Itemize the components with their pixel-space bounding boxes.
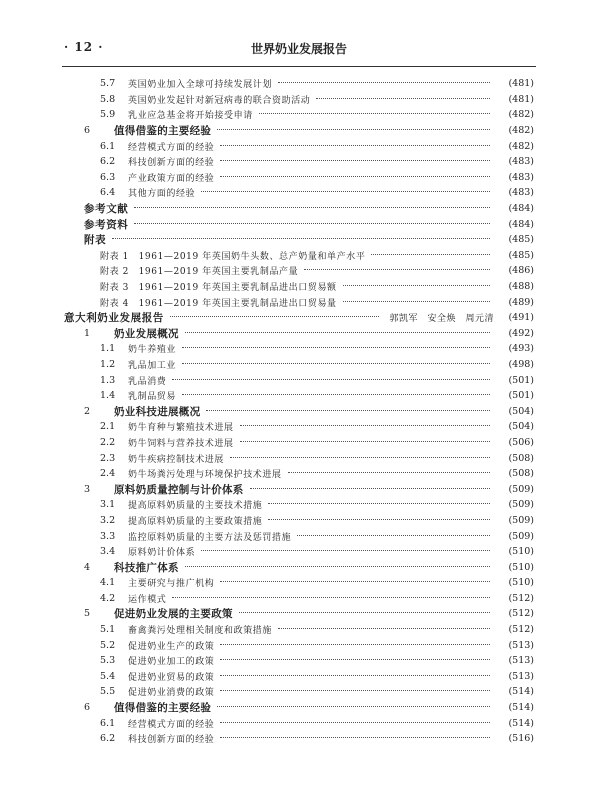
toc-entry[interactable] [64,544,534,560]
entry-title: 英国奶业发起针对新冠病毒的联合资助活动 [128,95,311,106]
page-reference: (504) [508,421,534,433]
page-reference: (486) [508,265,534,277]
section-number: 1 [84,327,91,339]
entry-title: 科技创新方面的经验 [128,158,215,169]
section-number: 5.7 [100,78,116,90]
page-reference: (489) [508,296,534,308]
dot-leader [220,737,490,738]
toc-entry[interactable] [64,372,534,388]
page-reference: (485) [508,249,534,261]
dot-leader [288,472,490,473]
entry-title: 产业政策方面的经验 [128,173,215,184]
dot-leader [217,706,490,707]
section-number: 3.4 [100,546,116,558]
dot-leader [134,207,490,208]
toc-entry[interactable] [64,294,534,310]
entry-title: 附表 2 1961—2019 年英国主要乳制品产量 [100,267,299,278]
dot-leader [172,379,490,380]
section-number: 2.2 [100,436,116,448]
section-number: 5.5 [100,686,116,698]
toc-entry[interactable] [64,637,534,653]
dot-leader [220,145,490,146]
entry-title: 附表 1 1961—2019 年英国奶牛头数、总产奶量和单产水平 [100,251,366,262]
header-rule [62,66,536,67]
chapter-entry[interactable] [64,310,534,326]
page-header [64,40,534,60]
dot-leader [259,113,490,114]
section-number: 5.3 [100,655,116,667]
page-reference: (501) [508,374,534,386]
page-reference: (512) [508,608,534,620]
entry-title: 参考文献 [84,203,129,216]
dot-leader [316,98,490,99]
section-number: 2.4 [100,468,116,480]
toc-entry[interactable] [64,388,534,404]
toc-entry[interactable] [64,622,534,638]
toc-entry[interactable] [64,559,534,575]
page-reference: (508) [508,468,534,480]
toc-entry[interactable] [64,138,534,154]
page-reference: (509) [508,530,534,542]
toc-entry[interactable] [64,232,534,248]
dot-leader [182,347,490,348]
entry-title: 科技创新方面的经验 [128,735,215,746]
page-reference: (481) [508,78,534,90]
entry-title: 提高原料奶质量的主要政策措施 [128,516,263,527]
dot-leader [172,597,490,598]
section-number: 3.3 [100,530,116,542]
entry-title: 奶牛场粪污处理与环境保护技术进展 [128,470,282,481]
section-number: 6.2 [100,156,116,168]
toc-entry[interactable] [64,669,534,685]
section-number: 4 [84,561,91,573]
dot-leader [239,612,490,613]
dot-leader [185,332,490,333]
toc-entry[interactable] [64,606,534,622]
entry-title: 附表 [84,234,107,247]
dot-leader [201,191,490,192]
toc-entry[interactable] [64,700,534,716]
toc-entry[interactable] [64,185,534,201]
page-reference: (482) [508,109,534,121]
entry-title: 经营模式方面的经验 [128,719,215,730]
toc-entry[interactable] [64,513,534,529]
entry-title: 促进奶业加工的政策 [128,657,215,668]
dot-leader [304,269,490,270]
page-reference: (488) [508,281,534,293]
chapter-authors: 郭凯军 安全焕 周元清 [389,314,494,325]
toc-entry[interactable] [64,279,534,295]
section-number: 2.1 [100,421,116,433]
dot-leader [250,488,490,489]
dot-leader [170,316,380,317]
page-reference: (508) [508,452,534,464]
dot-leader [220,176,490,177]
entry-title: 促进奶业生产的政策 [128,641,215,652]
toc-entry[interactable] [64,403,534,419]
page-reference: (510) [508,546,534,558]
toc-entry[interactable] [64,341,534,357]
toc-entry[interactable] [64,76,534,92]
page-reference: (509) [508,483,534,495]
entry-title: 值得借鉴的主要经验 [114,125,212,138]
entry-title: 主要研究与推广机构 [128,579,215,590]
entry-title: 值得借鉴的主要经验 [114,702,212,715]
page-reference: (482) [508,140,534,152]
page-reference: (492) [508,327,534,339]
toc-entry[interactable] [64,497,534,513]
entry-title: 运作模式 [128,594,167,605]
entry-title: 乳品消费 [128,376,167,387]
dot-leader [185,566,490,567]
dot-leader [206,410,490,411]
toc-entry[interactable] [64,684,534,700]
page-reference: (498) [508,358,534,370]
page-reference: (516) [508,733,534,745]
section-number: 5.9 [100,109,116,121]
page-reference: (481) [508,93,534,105]
section-number: 1.1 [100,343,116,355]
section-number: 2.3 [100,452,116,464]
dot-leader [217,129,490,130]
dot-leader [220,160,490,161]
page-reference: (506) [508,436,534,448]
entry-title: 促进奶业发展的主要政策 [114,608,233,621]
section-number: 6.2 [100,733,116,745]
dot-leader [112,238,490,239]
section-number: 6.1 [100,140,116,152]
entry-title: 奶牛饲料与营养技术进展 [128,438,234,449]
section-number: 4.1 [100,577,116,589]
toc-entry[interactable] [64,575,534,591]
toc-entry[interactable] [64,170,534,186]
dot-leader [230,457,490,458]
dot-leader [343,285,490,286]
dot-leader [278,82,490,83]
entry-title: 促进奶业贸易的政策 [128,672,215,683]
dot-leader [220,690,490,691]
page-reference: (512) [508,592,534,604]
entry-title: 乳制品贸易 [128,392,177,403]
page-reference: (484) [508,203,534,215]
section-number: 6 [84,702,91,714]
entry-title: 奶牛疾病控制技术进展 [128,454,225,465]
page-reference: (482) [508,125,534,137]
page-reference: (483) [508,156,534,168]
entry-title: 促进奶业消费的政策 [128,688,215,699]
dot-leader [182,363,490,364]
entry-title: 经营模式方面的经验 [128,142,215,153]
toc-entry[interactable] [64,528,534,544]
book-title: 世界奶业发展报告 [250,42,347,56]
section-number: 5.1 [100,624,116,636]
page-reference: (514) [508,686,534,698]
section-number: 6.1 [100,717,116,729]
page-reference: (485) [508,234,534,246]
page-reference: (504) [508,405,534,417]
entry-title: 附表 4 1961—2019 年英国主要乳制品进出口贸易量 [100,298,337,309]
dot-leader [297,535,490,536]
entry-title: 意大利奶业发展报告 [64,312,164,325]
dot-leader [240,425,490,426]
toc-entry[interactable] [64,123,534,139]
section-number: 1.3 [100,374,116,386]
toc-entry[interactable] [64,435,534,451]
section-number: 6 [84,125,91,137]
toc-entry[interactable] [64,107,534,123]
entry-title: 原料奶质量控制与计价体系 [114,483,244,496]
toc-entry[interactable] [64,263,534,279]
toc-entry[interactable] [64,419,534,435]
dot-leader [268,519,490,520]
entry-title: 乳业应急基金将开始接受申请 [128,111,253,122]
dot-leader [220,659,490,660]
toc-entry[interactable] [64,92,534,108]
dot-leader [371,254,490,255]
entry-title: 其他方面的经验 [128,189,196,200]
toc-entry[interactable] [64,481,534,497]
page-reference: (513) [508,670,534,682]
dot-leader [240,441,490,442]
entry-title: 奶牛养殖业 [128,345,177,356]
toc-entry[interactable] [64,450,534,466]
page-reference: (510) [508,577,534,589]
section-number: 2 [84,405,91,417]
section-number: 5.2 [100,639,116,651]
page-reference: (510) [508,561,534,573]
toc-entry[interactable] [64,216,534,232]
page-reference: (513) [508,639,534,651]
toc-entry[interactable] [64,466,534,482]
toc-entry[interactable] [64,326,534,342]
section-number: 3.2 [100,514,116,526]
entry-title: 附表 3 1961—2019 年英国主要乳制品进出口贸易额 [100,283,337,294]
section-number: 6.3 [100,171,116,183]
entry-title: 乳品加工业 [128,360,177,371]
entry-title: 奶牛育种与繁殖技术进展 [128,423,234,434]
entry-title: 监控原料奶质量的主要方法及惩罚措施 [128,532,292,543]
dot-leader [278,628,490,629]
section-number: 4.2 [100,592,116,604]
toc-entry[interactable] [64,201,534,217]
section-number: 6.4 [100,187,116,199]
toc-entry[interactable] [64,154,534,170]
dot-leader [220,722,490,723]
page-reference: (509) [508,514,534,526]
toc-entry[interactable] [64,653,534,669]
dot-leader [220,581,490,582]
section-number: 3 [84,483,91,495]
page-reference: (484) [508,218,534,230]
dot-leader [220,644,490,645]
page-reference: (501) [508,390,534,402]
dot-leader [343,301,490,302]
page-reference: (514) [508,717,534,729]
dot-leader [268,503,490,504]
section-number: 5.4 [100,670,116,682]
table-of-contents [64,76,534,747]
dot-leader [134,223,490,224]
entry-title: 提高原料奶质量的主要技术措施 [128,501,263,512]
page-number: · 12 · [64,40,104,54]
page-reference: (491) [508,312,534,324]
toc-entry[interactable] [64,731,534,747]
entry-title: 科技推广体系 [114,561,179,574]
toc-entry[interactable] [64,591,534,607]
section-number: 3.1 [100,499,116,511]
section-number: 5 [84,608,91,620]
entry-title: 英国奶业加入全球可持续发展计划 [128,80,273,91]
entry-title: 畜禽粪污处理相关制度和政策措施 [128,626,273,637]
page-reference: (483) [508,187,534,199]
dot-leader [220,675,490,676]
toc-entry[interactable] [64,357,534,373]
section-number: 5.8 [100,93,116,105]
page-reference: (509) [508,499,534,511]
toc-entry[interactable] [64,248,534,264]
page-reference: (493) [508,343,534,355]
dot-leader [201,550,490,551]
entry-title: 奶业科技进展概况 [114,405,201,418]
page-reference: (483) [508,171,534,183]
page-reference: (513) [508,655,534,667]
section-number: 1.2 [100,358,116,370]
page-reference: (512) [508,624,534,636]
section-number: 1.4 [100,390,116,402]
entry-title: 原料奶计价体系 [128,548,196,559]
dot-leader [182,394,490,395]
entry-title: 参考资料 [84,218,129,231]
entry-title: 奶业发展概况 [114,327,179,340]
toc-entry[interactable] [64,715,534,731]
page-reference: (514) [508,702,534,714]
